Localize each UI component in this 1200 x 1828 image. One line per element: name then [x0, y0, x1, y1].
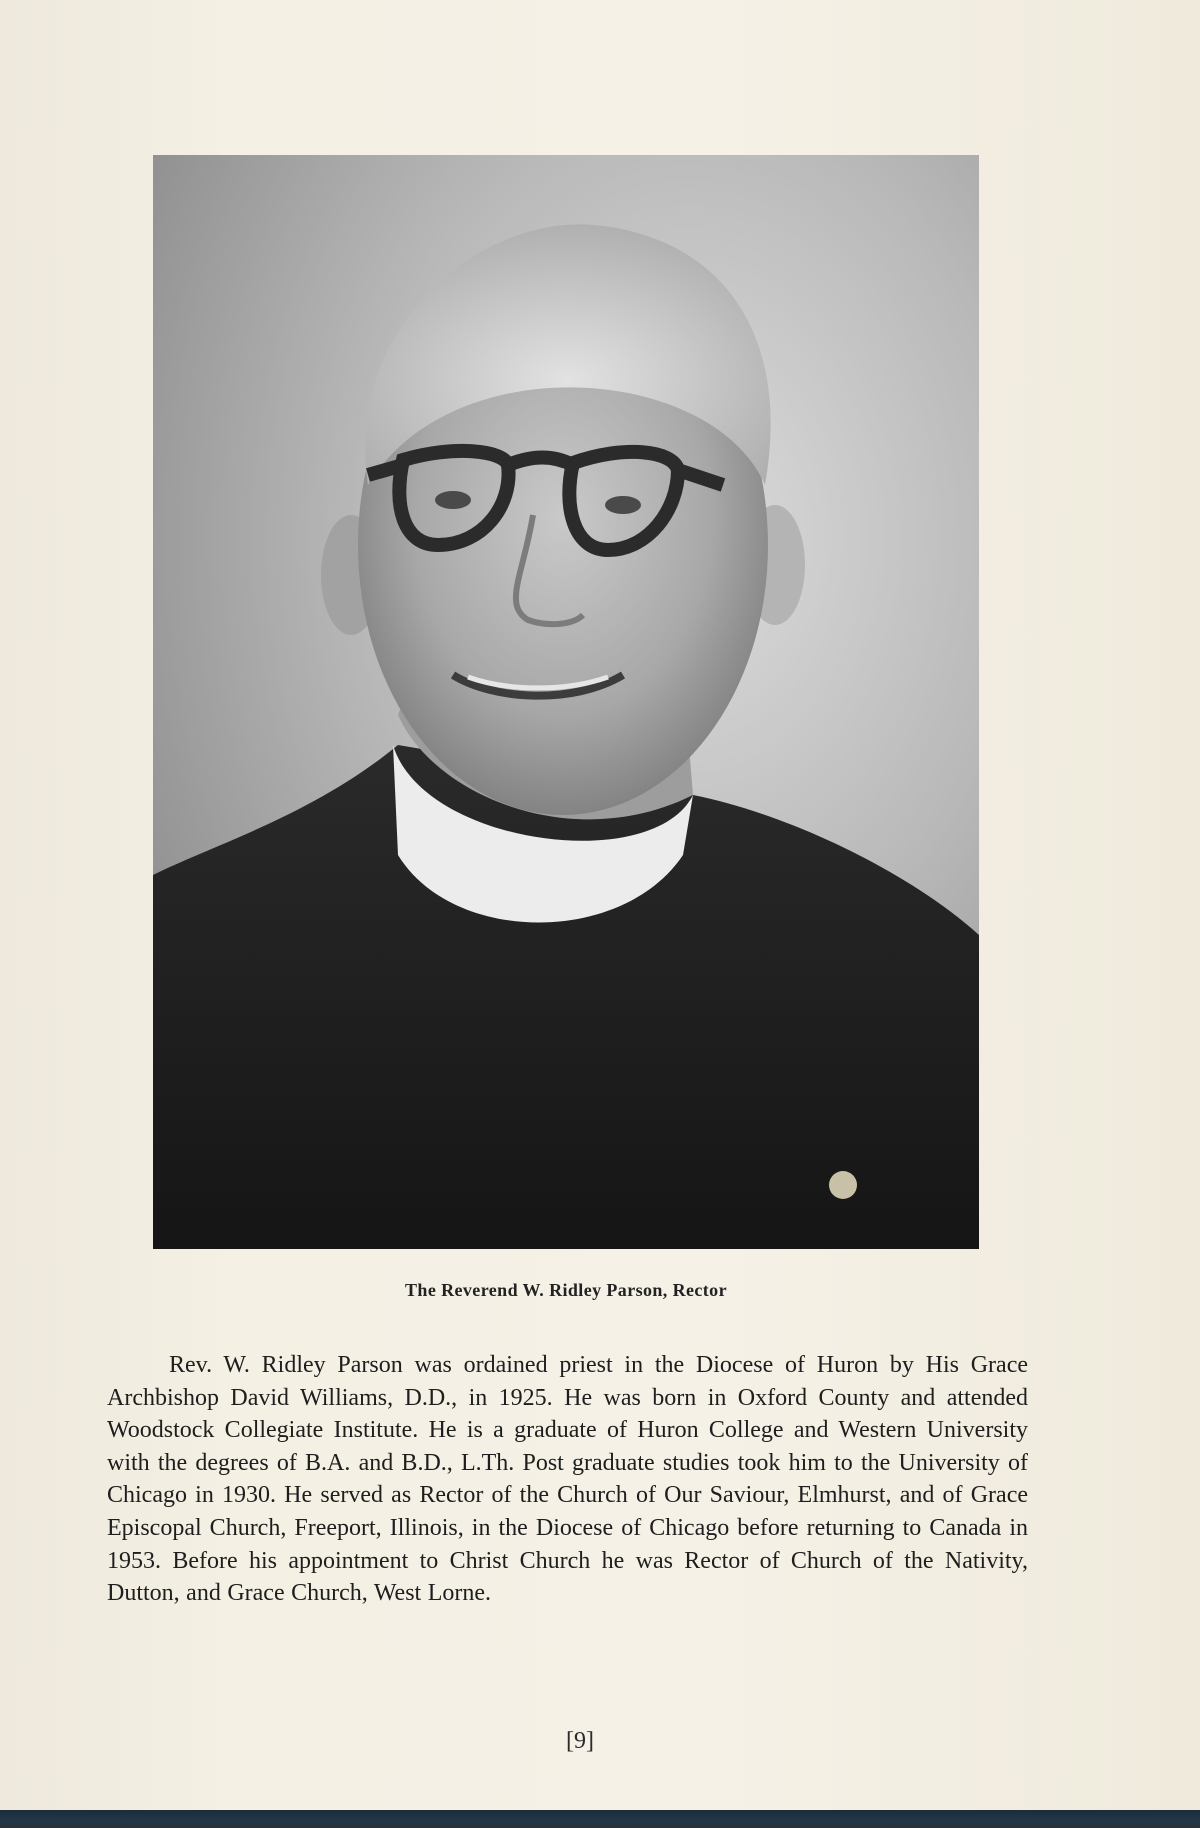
clergyman-portrait: [153, 155, 979, 1249]
portrait-photo: [153, 155, 979, 1249]
photo-caption: The Reverend W. Ridley Parson, Rector: [405, 1280, 727, 1300]
biography-paragraph: Rev. W. Ridley Parson was ordained priest in the Diocese of Huron by His Grace Archbishop David Williams, D.D., in 1925. He was born in Oxford County and attended Woodstock Collegiate Institute. He is a graduate of Huron College and Western University with the degrees of B.A. and B.D., L.Th. Post graduate studies took him to the University of Chicago in 1930. He served as Rector of the Church of Our Saviour, Elmhurst, and of Grace Episcopal Church, Freeport, Illinois, in the Diocese of Chicago before returning to Canada in 1953. Before his appointment to Christ Church he was Rector of Church of the Nativity, Dutton, and Grace Church, West Lorne.: [107, 1352, 1028, 1607]
page-number: [9]: [566, 1728, 594, 1754]
page-bottom-edge: [0, 1810, 1200, 1828]
